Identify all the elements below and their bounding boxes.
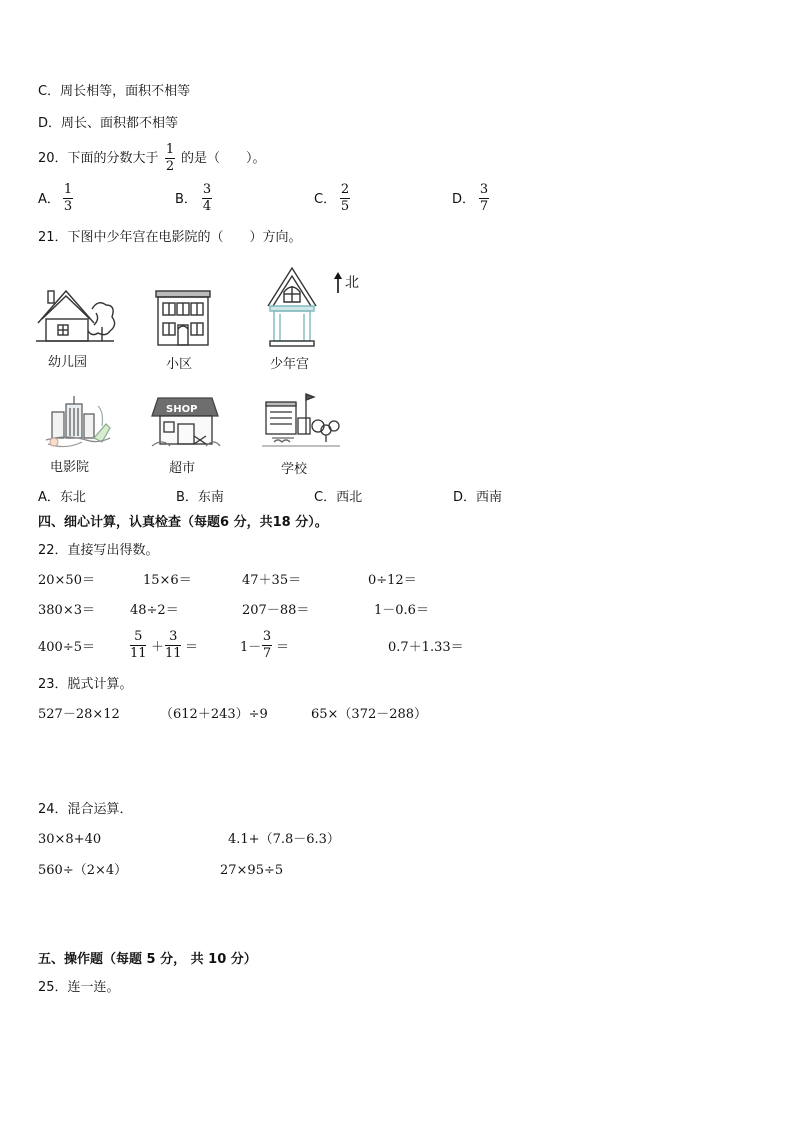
fraction-denominator: 7	[262, 646, 272, 661]
q24-stem: 24．混合运算．	[38, 802, 133, 817]
q24-item-2: 4.1+（7.8－6.3）	[228, 832, 340, 847]
section-4-title: 四、细心计算，认真检查（每题6 分，共18 分）。	[38, 515, 328, 530]
fraction-denominator: 7	[479, 199, 489, 214]
q22-r3-d: 0.7＋1.33＝	[388, 640, 464, 655]
q20-option-d-letter: D．	[452, 192, 476, 207]
q22-r3-a: 400÷5＝	[38, 640, 95, 655]
q23-stem: 23．脱式计算。	[38, 677, 133, 692]
north-label: 北	[345, 275, 359, 291]
q22-r3-b-fraction-1	[130, 630, 147, 661]
q20-stem-before: 20．下面的分数大于	[38, 151, 159, 166]
q20-option-c-letter: C．	[314, 192, 337, 207]
q22-r1-d: 0÷12＝	[368, 573, 417, 588]
q20-option-c-fraction	[340, 183, 350, 214]
q22-r3-b-op: ＋	[151, 640, 165, 655]
q24-item-1: 30×8+40	[38, 832, 102, 847]
residential-building-icon	[153, 289, 213, 347]
fraction-numerator: 1	[165, 142, 175, 157]
section-5-title: 五、操作题（每题 5 分， 共 10 分）	[38, 952, 257, 967]
fraction-denominator: 5	[340, 199, 350, 214]
q20-option-a-letter: A．	[38, 192, 60, 207]
shop-sign-text: SHOP	[166, 404, 198, 415]
fraction-numerator: 3	[262, 629, 272, 644]
fraction-denominator: 2	[165, 159, 175, 174]
q22-r2-a: 380×3＝	[38, 603, 95, 618]
q22-r1-a: 20×50＝	[38, 573, 95, 588]
q23-item-3: 65×（372－288）	[311, 707, 428, 722]
q22-stem: 22．直接写出得数。	[38, 543, 159, 558]
q20-option-a-fraction	[63, 183, 73, 214]
cinema-icon	[44, 396, 112, 452]
q19-option-c: C．周长相等，面积不相等	[38, 84, 191, 99]
q24-item-3: 560÷（2×4）	[38, 863, 128, 878]
q23-item-1: 527－28×12	[38, 707, 120, 722]
place-label-supermarket: 超市	[169, 461, 196, 476]
q19-option-d: D．周长、面积都不相等	[38, 116, 179, 131]
school-icon	[262, 390, 342, 450]
fraction-numerator: 3	[479, 182, 489, 197]
place-label-school: 学校	[281, 462, 308, 477]
fraction-numerator: 5	[134, 629, 143, 644]
place-label-kindergarten: 幼儿园	[48, 355, 88, 370]
place-label-cinema: 电影院	[50, 460, 90, 475]
q21-option-b: B．东南	[176, 490, 224, 505]
q22-r1-b: 15×6＝	[143, 573, 192, 588]
fraction-denominator: 11	[130, 646, 147, 661]
q23-item-2: （612＋243）÷9	[160, 707, 268, 722]
fraction-numerator: 2	[340, 182, 350, 197]
q22-r3-b-eq: ＝	[185, 640, 199, 655]
q21-stem: 21．下图中少年宫在电影院的（ ）方向。	[38, 230, 302, 245]
q22-r3-c-lead: 1－	[240, 640, 262, 655]
q20-stem-fraction	[165, 143, 175, 174]
q25-stem: 25．连一连。	[38, 980, 120, 995]
q20-option-d-fraction	[479, 183, 489, 214]
fraction-numerator: 3	[202, 182, 212, 197]
kindergarten-icon	[36, 283, 116, 345]
fraction-numerator: 1	[63, 182, 73, 197]
q22-r3-b-fraction-2	[165, 630, 182, 661]
supermarket-icon	[150, 394, 222, 450]
q22-r2-c: 207－88＝	[242, 603, 310, 618]
youth-palace-icon	[266, 266, 318, 348]
fraction-denominator: 11	[165, 646, 182, 661]
place-label-youth-palace: 少年宫	[270, 357, 310, 372]
place-label-community: 小区	[166, 357, 193, 372]
fraction-numerator: 3	[169, 629, 178, 644]
q21-option-c: C．西北	[314, 490, 363, 505]
q21-option-a: A．东北	[38, 490, 86, 505]
fraction-denominator: 4	[202, 199, 212, 214]
fraction-denominator: 3	[63, 199, 73, 214]
q20-option-b-letter: B．	[175, 192, 197, 207]
q22-r3-c-fraction	[262, 630, 272, 661]
q20-option-b-fraction	[202, 183, 212, 214]
q20-stem-after: 的是（ ）。	[181, 151, 266, 166]
q22-r3-c-eq: ＝	[276, 640, 290, 655]
q21-option-d: D．西南	[453, 490, 503, 505]
q22-r2-d: 1－0.6＝	[374, 603, 429, 618]
q22-r2-b: 48÷2＝	[130, 603, 179, 618]
q22-r1-c: 47＋35＝	[242, 573, 302, 588]
north-arrow-icon	[332, 272, 344, 294]
q24-item-4: 27×95÷5	[220, 863, 284, 878]
